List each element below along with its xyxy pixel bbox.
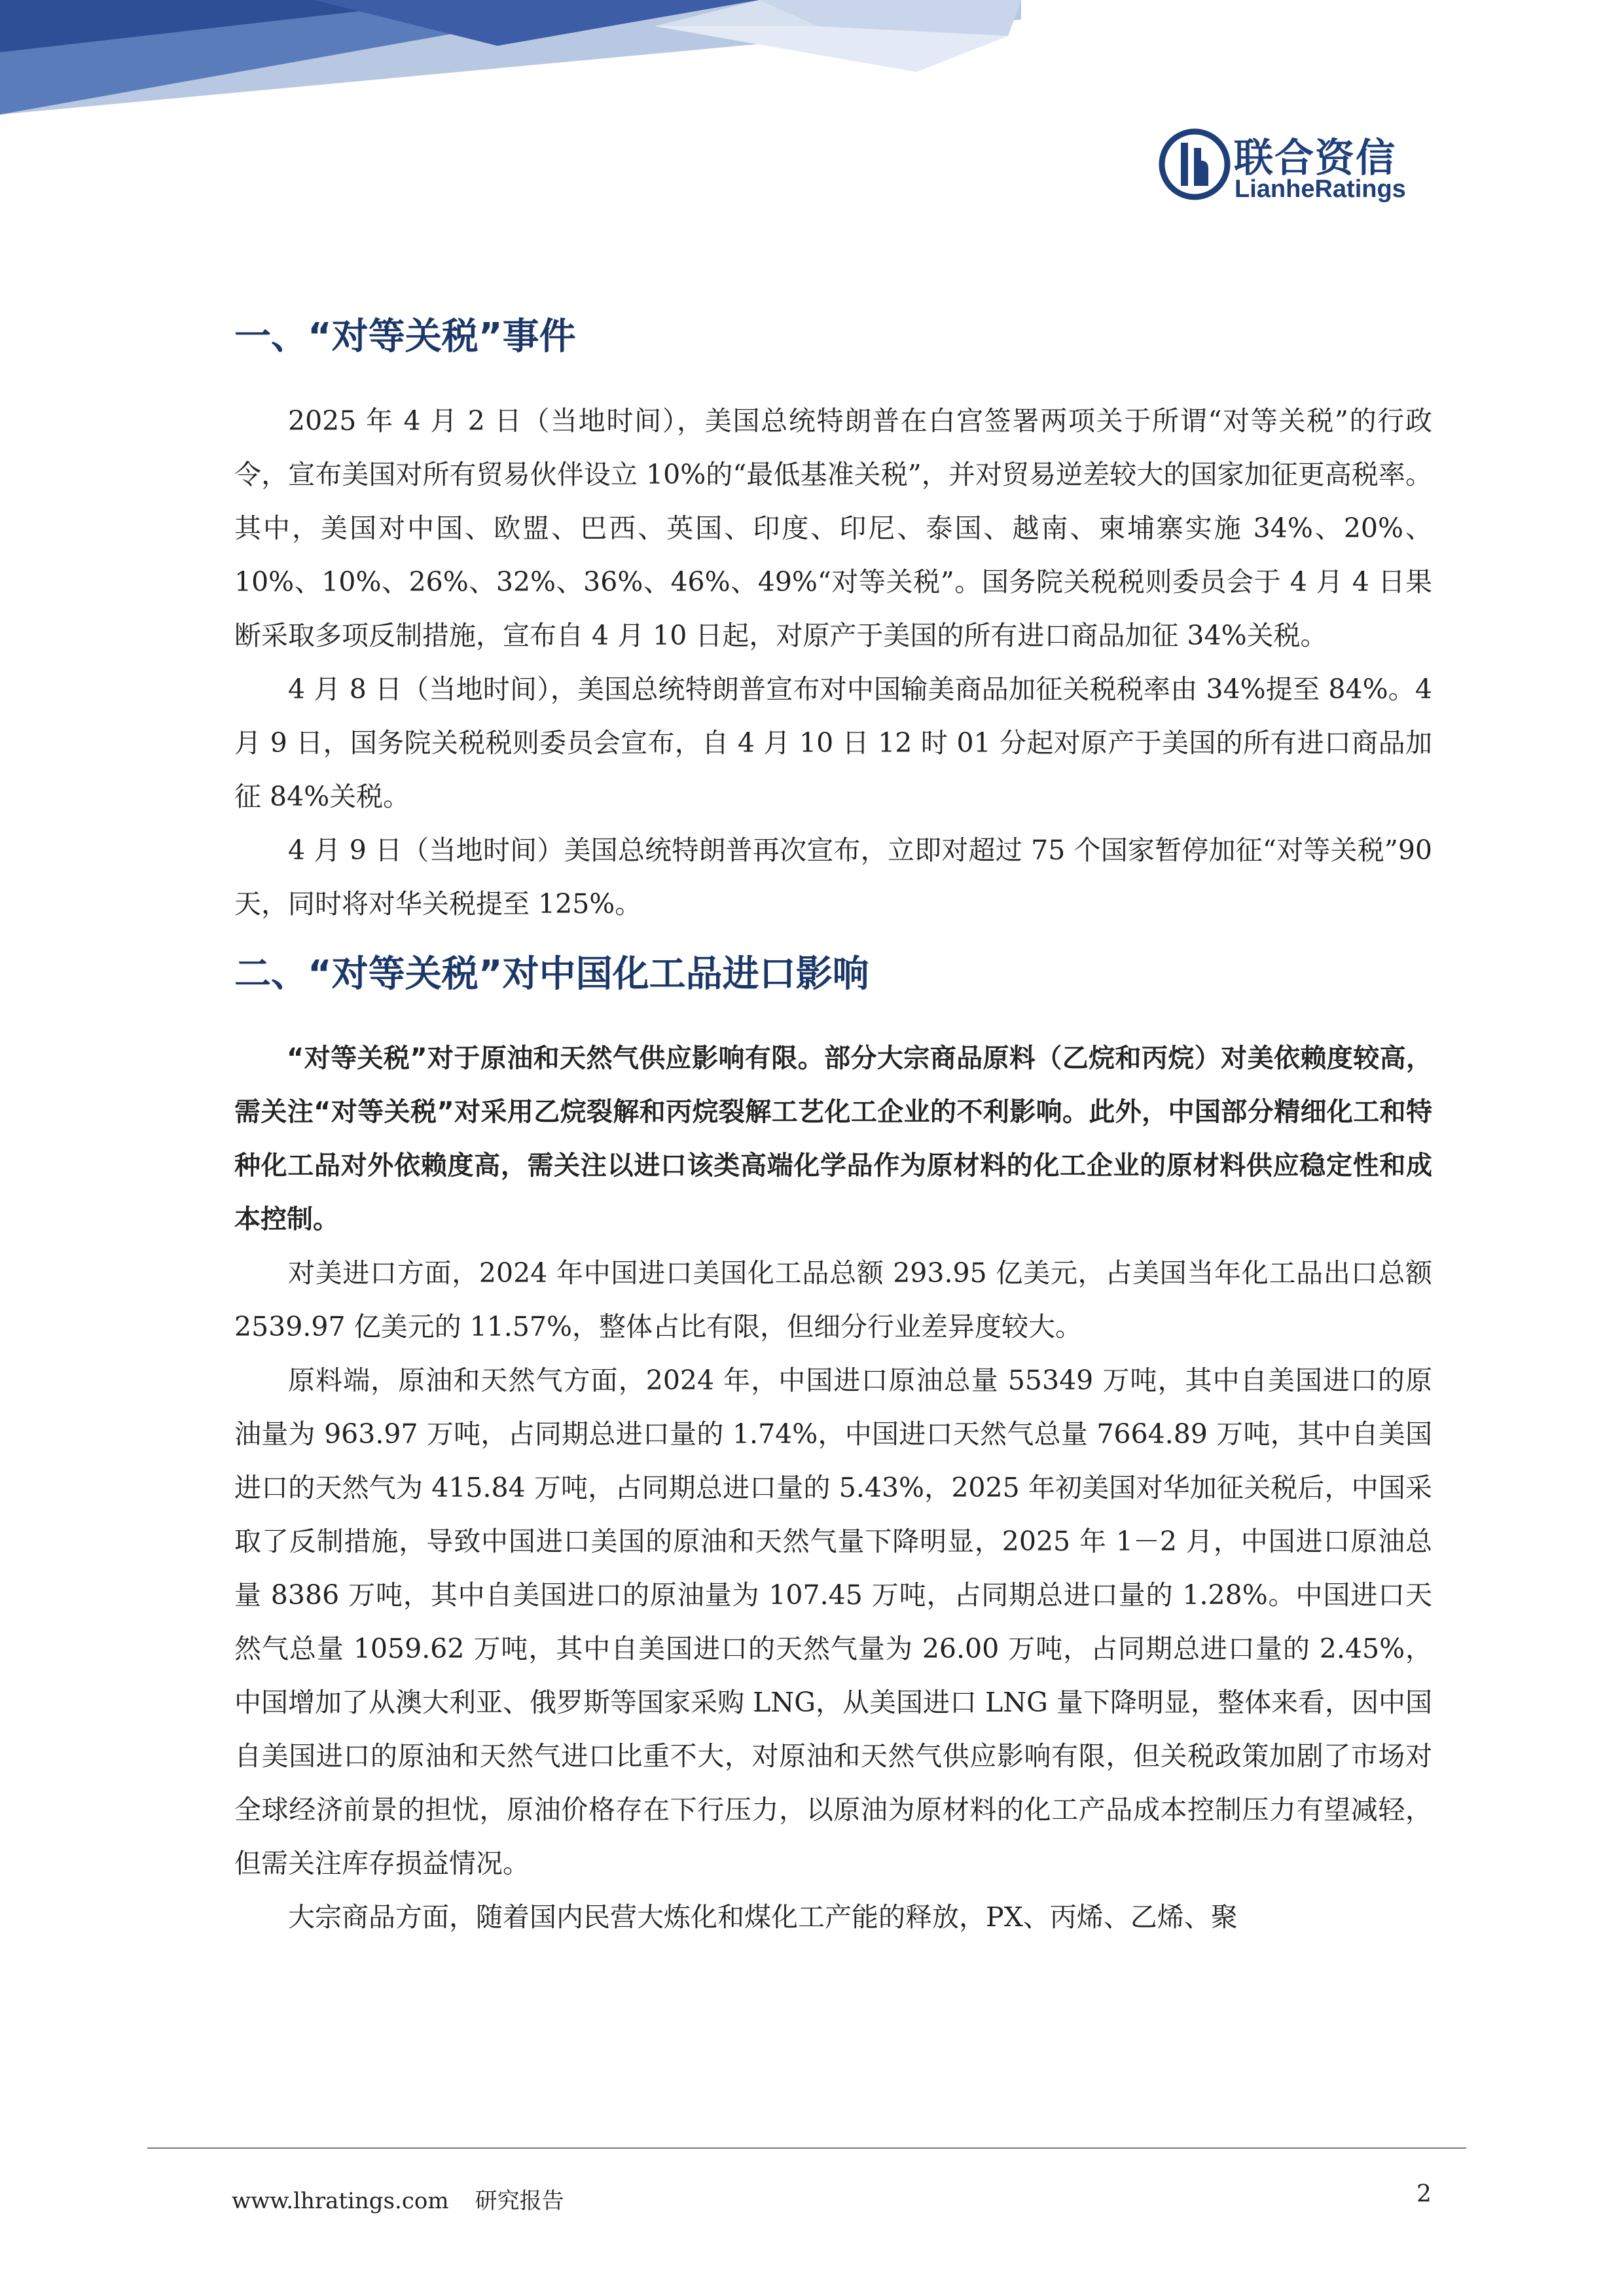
logo-text-en: LianheRatings — [1235, 175, 1406, 203]
footer-website-link[interactable]: www.lhratings.com — [232, 2188, 449, 2214]
section-1-paragraph: 4 月 9 日（当地时间）美国总统特朗普再次宣布，立即对超过 75 个国家暂停加征“对等关税”90 天，同时将对华关税提至 125%。 — [234, 834, 1432, 920]
footer-label: 研究报告 — [475, 2188, 564, 2214]
section-2-lead-paragraph: “对等关税”对于原油和天然气供应影响有限。部分大宗商品原料（乙烷和丙烷）对美依赖度较高，需关注“对等关税”对采用乙烷裂解和丙烷裂解工艺化工企业的不利影响。此外，中国部分精细化工和特种化工品对外依赖度高，需关注以进口该类高端化学品作为原材料的化工企业的原材料供应稳定性和成本控制。 — [234, 1043, 1432, 1234]
footer-divider — [147, 2147, 1466, 2149]
logo-text-cn: 联合资信 — [1234, 135, 1396, 181]
section-1-paragraph: 2025 年 4 月 2 日（当地时间），美国总统特朗普在白宫签署两项关于所谓“对等关税”的行政令，宣布美国对所有贸易伙伴设立 10%的“最低基准关税”，并对贸易逆差较大的国家加征更高税率。其中，美国对中国、欧盟、巴西、英国、印度、印尼、泰国、越南、柬埔寨实施 34%、20%、10%、10%、26%、32%、36%、46%、49%“对等关税”。国务院关税税则委员会于 4 月 4 日果断采取多项反制措施，宣布自 4 月 10 日起，对原产于美国的所有进口商品加征 34%关税。 — [234, 405, 1432, 651]
section-2-heading: 二、“对等关税”对中国化工品进口影响 — [234, 953, 869, 996]
company-logo — [1159, 126, 1447, 211]
section-2-paragraph: 原料端，原油和天然气方面，2024 年，中国进口原油总量 55349 万吨，其中自美国进口的原油量为 963.97 万吨，占同期总进口量的 1.74%，中国进口天然气总量 7664.89 万吨，其中自美国进口的天然气为 415.84 万吨，占同期总进口量的 5.43%，2025 年初美国对华加征关税后，中国采取了反制措施，导致中国进口美国的原油和天然气量下降明显，2025 年 1－2 月，中国进口原油总量 8386 万吨，其中自美国进口的原油量为 107.45 万吨，占同期总进口量的 1.28%。中国进口天然气总量 1059.62 万吨，其中自美国进口的天然气量为 26.00 万吨，占同期总进口量的 2.45%，中国增加了从澳大利亚、俄罗斯等国家采购 LNG，从美国进口 LNG 量下降明显，整体来看，因中国自美国进口的原油和天然气进口比重不大，对原油和天然气供应影响有限，但关税政策加剧了市场对全球经济前景的担忧，原油价格存在下行压力，以原油为原材料的化工产品成本控制压力有望减轻，但需关注库存损益情况。 — [234, 1365, 1432, 1879]
report-body — [234, 308, 1432, 1944]
section-1-paragraph: 4 月 8 日（当地时间），美国总统特朗普宣布对中国输美商品加征关税税率由 34%提至 84%。4 月 9 日，国务院关税税则委员会宣布，自 4 月 10 日 12 时 01 分起对原产于美国的所有进口商品加征 84%关税。 — [234, 673, 1432, 812]
section-2-paragraph: 大宗商品方面，随着国内民营大炼化和煤化工产能的释放，PX、丙烯、乙烯、聚 — [288, 1901, 1238, 1933]
section-1-heading: 一、“对等关税”事件 — [234, 315, 576, 358]
lianhe-logo-icon — [1159, 128, 1231, 200]
section-2-paragraph: 对美进口方面，2024 年中国进口美国化工品总额 293.95 亿美元，占美国当年化工品出口总额 2539.97 亿美元的 11.57%，整体占比有限，但细分行业差异度较大。 — [234, 1257, 1432, 1342]
page-number: 2 — [1416, 2181, 1432, 2208]
footer-info — [232, 2183, 590, 2215]
